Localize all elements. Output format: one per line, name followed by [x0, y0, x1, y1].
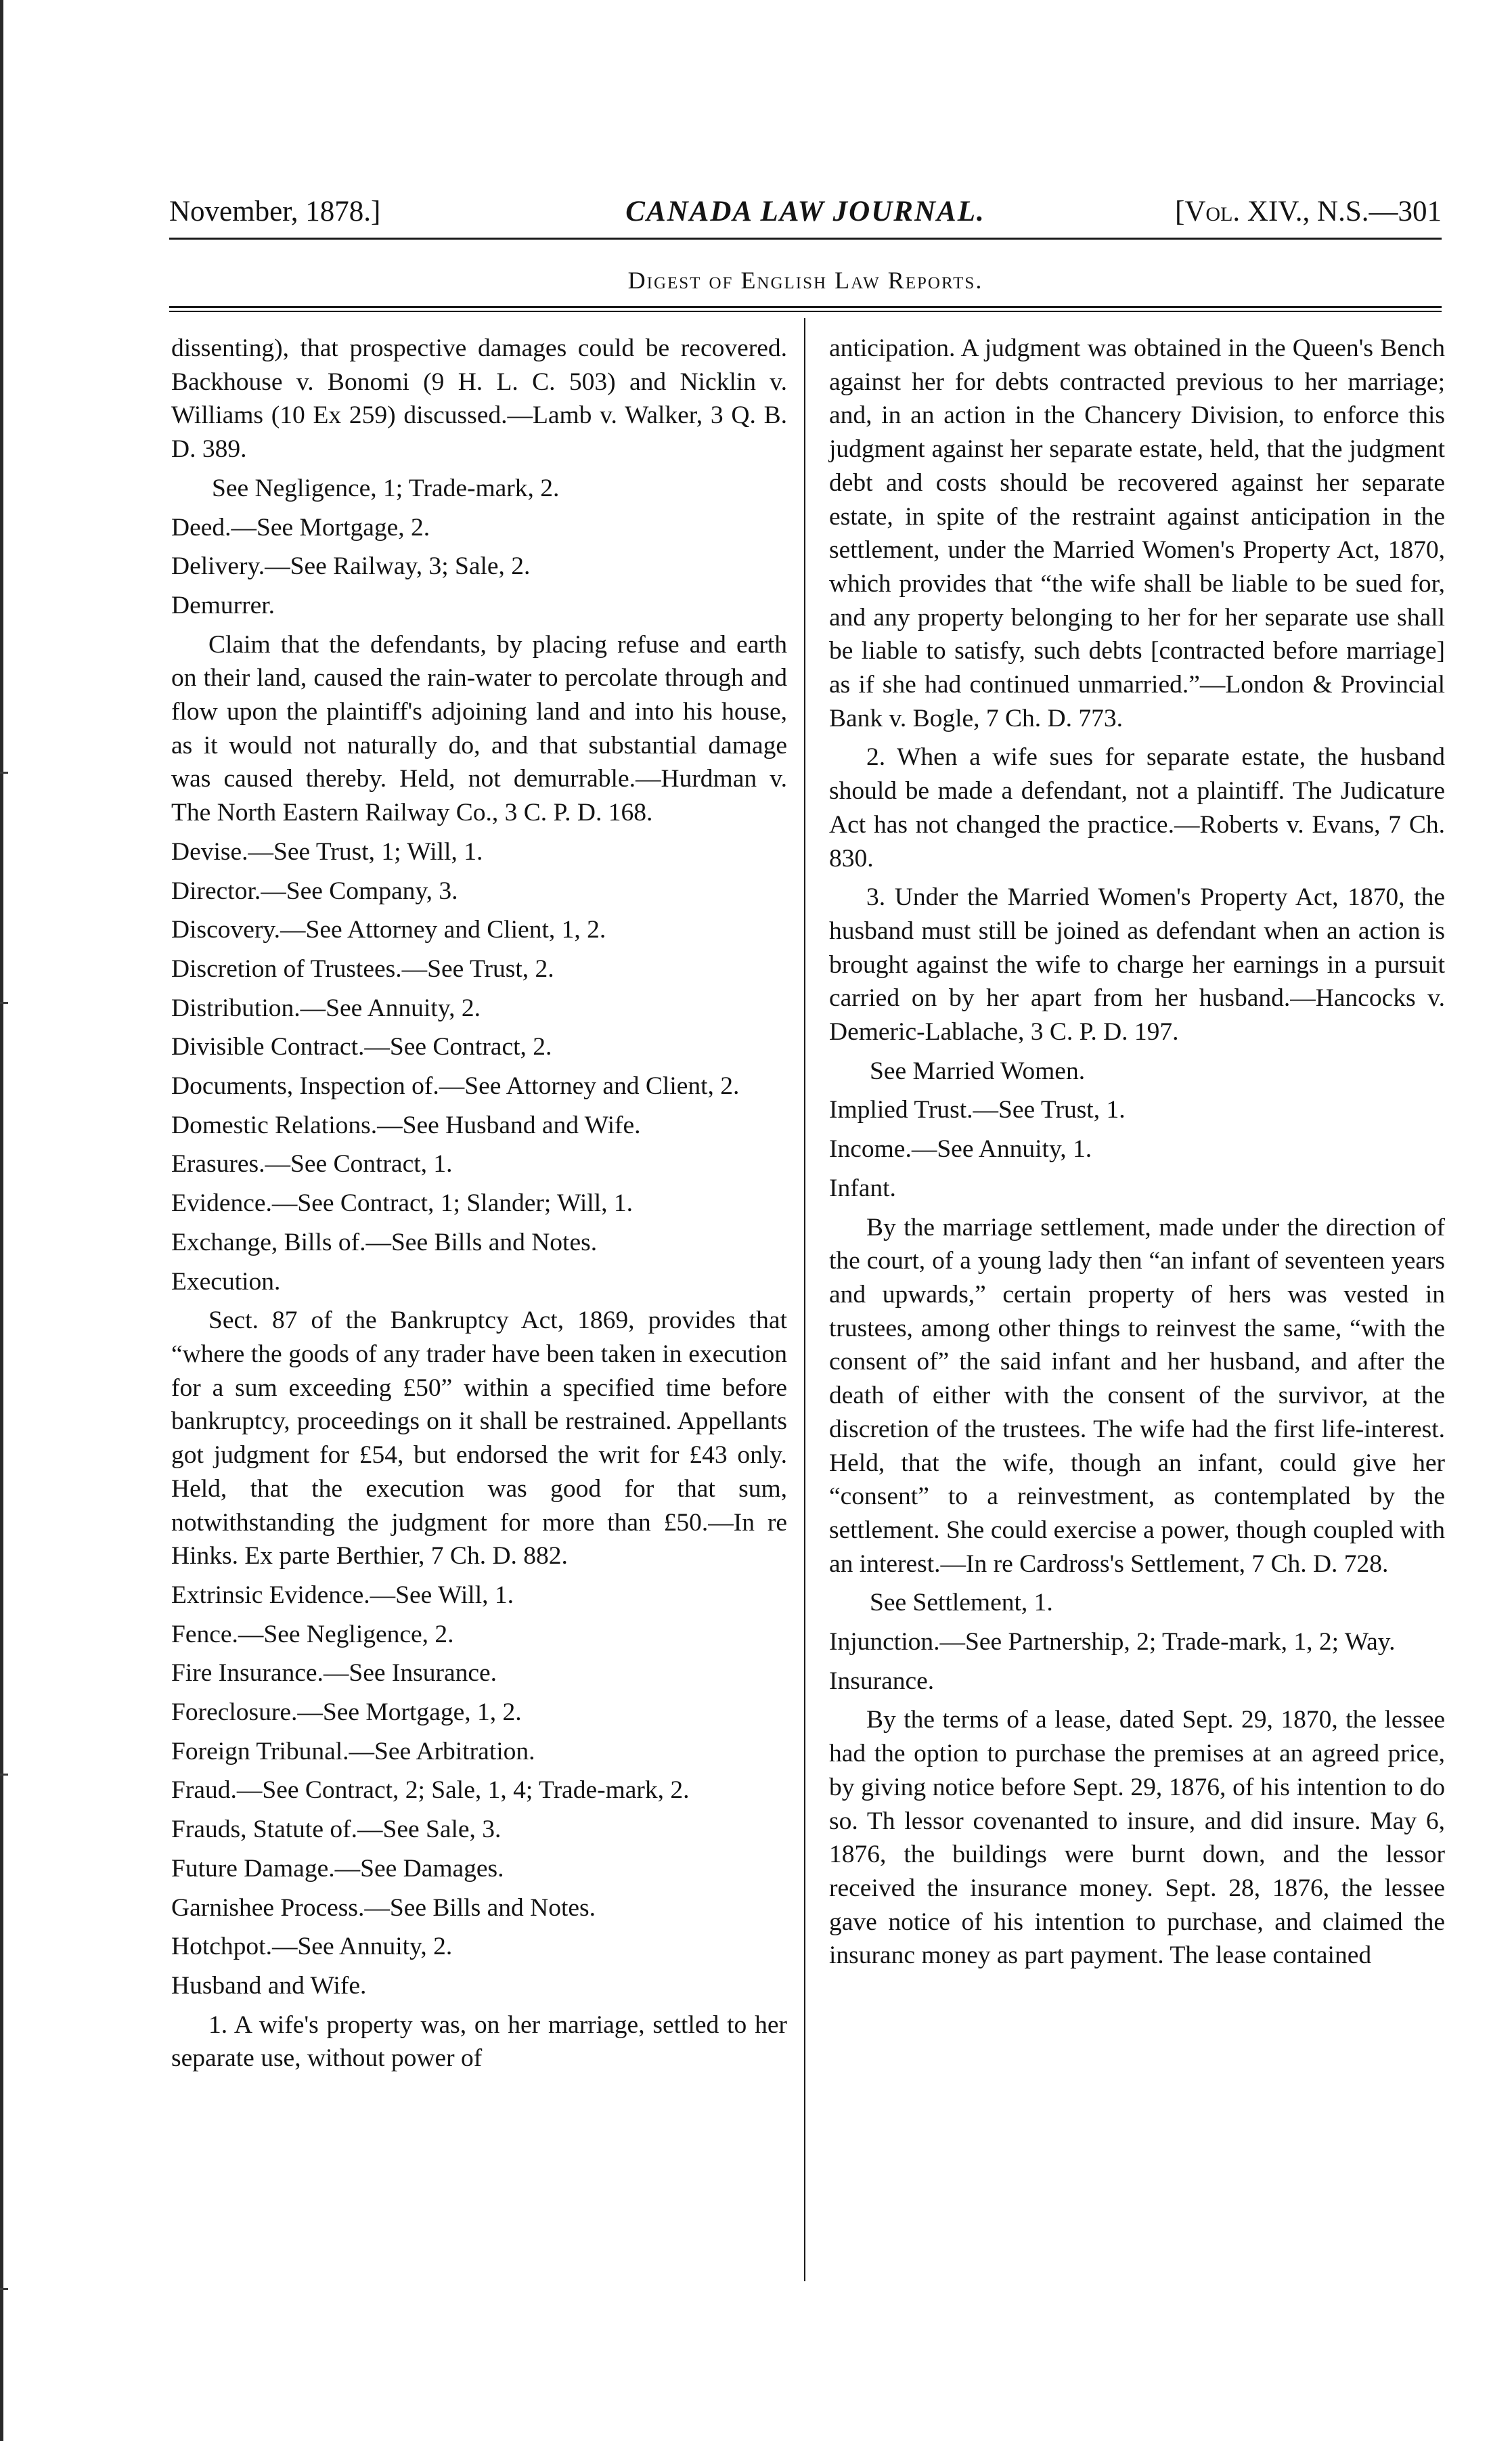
section-title: Digest of English Law Reports.: [627, 267, 983, 294]
left-index-entry: Evidence.—See Contract, 1; Slander; Will, 1.: [171, 1189, 633, 1218]
edge-mark: [0, 772, 8, 774]
right-paragraph: 2. When a wife sues for separate estate, the husband should be made a defendant, not a plaintiff. The Judicature Act has not changed the practice.—Roberts v. Evans, 7 Ch. 830.: [829, 743, 1445, 873]
right-paragraph: anticipation. A judgment was obtained in the Queen's Bench against her for debts contracted previous to her marriage; and, in an action in the Chancery Division, to enforce this judgment against her separate estate, held, that the judgment debt and costs should be recovered against her separate estate, in spite of the restraint against anticipation in the settlement, under the Married Women's Property Act, 1870, which provides that “the wife shall be liable to be sued for, and any property belonging to her for her separate use shall be liable to satisfy, such debts [contracted before marriage] as if she had continued unmarried.”—London & Provincial Bank v. Bogle, 7 Ch. D. 773.: [829, 334, 1445, 732]
right-index-entry: Insurance.: [829, 1667, 935, 1695]
header-rule: [169, 238, 1442, 240]
right-paragraph: By the marriage settlement, made under the direction of the court, of a young lady then “an infant of seventeen years and upwards,” certain property of hers was vested in trustees, among other things to reinvest the same, “with the consent of” the said infant and her husband, and after the death of either with the consent of the survivor, at the discretion of the trustees. The wife had the first life-interest. Held, that the wife, though an infant, could give her “consent” to a reinvestment, as contemplated by the settlement. She could exercise a power, though coupled with an interest.—In re Cardross's Settlement, 7 Ch. D. 728.: [829, 1213, 1445, 1578]
left-paragraph: Sect. 87 of the Bankruptcy Act, 1869, provides that “where the goods of any trader have been taken in execution for a sum exceeding £50” within a specified time before bankruptcy, proceedings on it shall be restrained. Appellants got judgment for £54, but endorsed the writ for £43 only. Held, that the execution was good for that sum, notwithstanding the judgment for more than £50.—In re Hinks. Ex parte Berthier, 7 Ch. D. 882.: [171, 1306, 787, 1570]
right-paragraph: By the terms of a lease, dated Sept. 29, 1870, the lessee had the option to purchase the premises at an agreed price, by giving notice before Sept. 29, 1876, of his intention to do so. Th lessor covenanted to insure, and did insure. May 6, 1876, the buildings were burnt down, and the lessor received the insurance money. Sept. 28, 1876, the lessee gave notice of his intention to purchase, and claimed the insuranc money as part payment. The lease contained: [829, 1706, 1445, 1970]
journal-title: CANADA LAW JOURNAL.: [625, 196, 985, 227]
right-index-entry: Infant.: [829, 1174, 896, 1202]
left-paragraph: 1. A wife's property was, on her marriage, settled to her separate use, without power of: [171, 2010, 787, 2073]
left-index-entry: Director.—See Company, 3.: [171, 877, 458, 905]
left-index-entry: Erasures.—See Contract, 1.: [171, 1150, 453, 1179]
left-index-entry: Deed.—See Mortgage, 2.: [171, 513, 430, 542]
left-index-entry: Domestic Relations.—See Husband and Wife.: [171, 1111, 641, 1139]
right-cross-reference: See Married Women.: [870, 1057, 1086, 1085]
left-index-entry: Fire Insurance.—See Insurance.: [171, 1659, 497, 1688]
left-index-entry: Documents, Inspection of.—See Attorney and Client, 2.: [171, 1072, 740, 1101]
left-paragraph: Claim that the defendants, by placing refuse and earth on their land, caused the rain-water to percolate through and flow upon the plaintiff's adjoining land and into his house, as it would not naturally do, and that substantial damage was caused thereby. Held, not demurrable.—Hurdman v. The North Eastern Railway Co., 3 C. P. D. 168.: [171, 630, 787, 827]
left-index-entry: Extrinsic Evidence.—See Will, 1.: [171, 1581, 514, 1609]
page-edge: [0, 0, 3, 2441]
column-divider: [804, 318, 805, 2281]
left-index-entry: Discovery.—See Attorney and Client, 1, 2.: [171, 916, 606, 944]
left-cross-reference: See Negligence, 1; Trade-mark, 2.: [212, 474, 560, 502]
left-index-entry: Demurrer.: [171, 591, 275, 619]
left-index-entry: Foreclosure.—See Mortgage, 1, 2.: [171, 1698, 522, 1727]
left-index-entry: Garnishee Process.—See Bills and Notes.: [171, 1893, 596, 1922]
left-index-entry: Execution.: [171, 1267, 281, 1296]
edge-mark: [0, 2288, 8, 2290]
subtitle-rule: [169, 306, 1442, 308]
left-index-entry: Foreign Tribunal.—See Arbitration.: [171, 1737, 535, 1765]
left-index-entry: Hotchpot.—See Annuity, 2.: [171, 1933, 453, 1961]
subtitle-rule-thin: [169, 311, 1442, 312]
edge-mark: [0, 1774, 8, 1776]
edge-mark: [0, 1002, 8, 1004]
right-column: [829, 332, 1445, 1978]
header-volume: [Vol. XIV., N.S.—301: [1175, 196, 1442, 227]
right-cross-reference: See Settlement, 1.: [870, 1589, 1053, 1617]
left-index-entry: Discretion of Trustees.—See Trust, 2.: [171, 954, 554, 983]
left-index-entry: Husband and Wife.: [171, 1971, 367, 2000]
left-index-entry: Devise.—See Trust, 1; Will, 1.: [171, 837, 483, 866]
left-index-entry: Fence.—See Negligence, 2.: [171, 1620, 454, 1648]
right-index-entry: Injunction.—See Partnership, 2; Trade-mark, 1, 2; Way.: [829, 1628, 1396, 1656]
right-index-entry: Income.—See Annuity, 1.: [829, 1135, 1092, 1164]
left-column: [171, 332, 787, 2081]
left-index-entry: Divisible Contract.—See Contract, 2.: [171, 1033, 552, 1061]
left-index-entry: Delivery.—See Railway, 3; Sale, 2.: [171, 552, 531, 581]
running-header: [169, 192, 1442, 232]
left-paragraph: dissenting), that prospective damages could be recovered. Backhouse v. Bonomi (9 H. L. C. 503) and Nicklin v. Williams (10 Ex 259) discussed.—Lamb v. Walker, 3 Q. B. D. 389.: [171, 334, 787, 464]
header-date: November, 1878.]: [169, 196, 381, 227]
left-index-entry: Future Damage.—See Damages.: [171, 1854, 504, 1883]
left-index-entry: Frauds, Statute of.—See Sale, 3.: [171, 1816, 502, 1844]
left-index-entry: Distribution.—See Annuity, 2.: [171, 994, 481, 1022]
left-index-entry: Fraud.—See Contract, 2; Sale, 1, 4; Trade-mark, 2.: [171, 1776, 690, 1805]
right-paragraph: 3. Under the Married Women's Property Act, 1870, the husband must still be joined as defendant when an action is brought against the wife to charge her earnings in a pursuit carried on by her apart from her husband.—Hancocks v. Demeric-Lablache, 3 C. P. D. 197.: [829, 883, 1445, 1047]
left-index-entry: Exchange, Bills of.—See Bills and Notes.: [171, 1228, 598, 1256]
right-index-entry: Implied Trust.—See Trust, 1.: [829, 1096, 1126, 1124]
